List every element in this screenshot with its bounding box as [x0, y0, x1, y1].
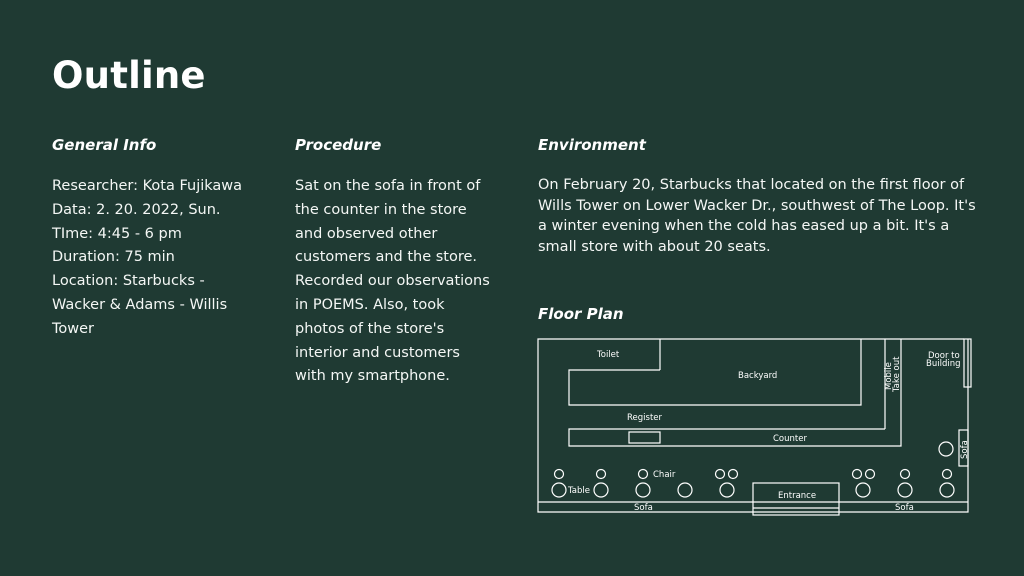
table: [678, 483, 692, 497]
chair: [943, 470, 952, 479]
general-info-line: Duration: 75 min: [52, 249, 175, 266]
environment-text: On February 20, Starbucks that located on the first floor of Wills Tower on Lower Wacker Dr., southwest of The Loop. It's a winter evening when the cold has eased up a bit. It's a small store with about 20 seats.: [538, 177, 976, 255]
register-label: Register: [627, 413, 662, 423]
general-info-line: Researcher: Kota Fujikawa: [52, 178, 243, 194]
general-info-line: TIme: 4:45 - 6 pm: [52, 225, 182, 242]
procedure-line: and observed other: [295, 225, 438, 242]
toilet-label: Toilet: [597, 350, 620, 360]
sofa-bottom-left-label: Sofa: [634, 503, 653, 513]
counter-label: Counter: [773, 434, 807, 444]
table: [552, 483, 566, 497]
procedure-line: with my smartphone.: [295, 368, 450, 385]
sofa-bottom-right-label: Sofa: [895, 503, 914, 513]
table-label: Table: [568, 486, 590, 496]
procedure-section: [295, 136, 500, 389]
procedure-line: Sat on the sofa in front of: [295, 178, 481, 194]
entrance-label: Entrance: [778, 491, 817, 501]
backyard-room: [569, 339, 861, 405]
floor-plan-heading: Floor Plan: [538, 305, 624, 323]
general-info-line: Wacker & Adams - Willis: [52, 296, 228, 313]
general-info-line: Location: Starbucks -: [52, 273, 205, 290]
procedure-line: the counter in the store: [295, 201, 467, 218]
table: [898, 483, 912, 497]
chair: [716, 470, 725, 479]
sofa-right-label: Sofa: [960, 440, 970, 459]
chair: [597, 470, 606, 479]
table: [856, 483, 870, 497]
general-info-line: Tower: [52, 320, 95, 337]
procedure-line: in POEMS. Also, took: [295, 296, 445, 313]
chair: [901, 470, 910, 479]
chair: [639, 470, 648, 479]
table: [594, 483, 608, 497]
take-out-label: Take out: [892, 356, 902, 392]
general-info-heading: General Info: [52, 136, 157, 154]
procedure-heading: Procedure: [295, 136, 382, 154]
door-to-label: Door to: [928, 351, 960, 361]
chair: [866, 470, 875, 479]
procedure-line: photos of the store's: [295, 320, 445, 337]
procedure-line: Recorded our observations: [295, 273, 490, 290]
general-info-section: [52, 136, 262, 342]
slide-title: Outline: [52, 54, 206, 97]
general-info-line: Data: 2. 20. 2022, Sun.: [52, 201, 221, 218]
table: [720, 483, 734, 497]
environment-section: [538, 136, 983, 257]
chair: [729, 470, 738, 479]
chair-label: Chair: [653, 470, 676, 480]
table: [636, 483, 650, 497]
chair: [853, 470, 862, 479]
procedure-line: customers and the store.: [295, 249, 478, 266]
register: [629, 432, 660, 443]
table: [940, 483, 954, 497]
procedure-line: interior and customers: [295, 344, 460, 361]
mobile-label: Mobile: [884, 362, 894, 390]
environment-heading: Environment: [538, 136, 646, 154]
chair: [555, 470, 564, 479]
building-label: Building: [926, 359, 961, 369]
backyard-label: Backyard: [738, 371, 778, 381]
table-round: [939, 442, 953, 456]
floor-plan-diagram: [535, 335, 975, 520]
